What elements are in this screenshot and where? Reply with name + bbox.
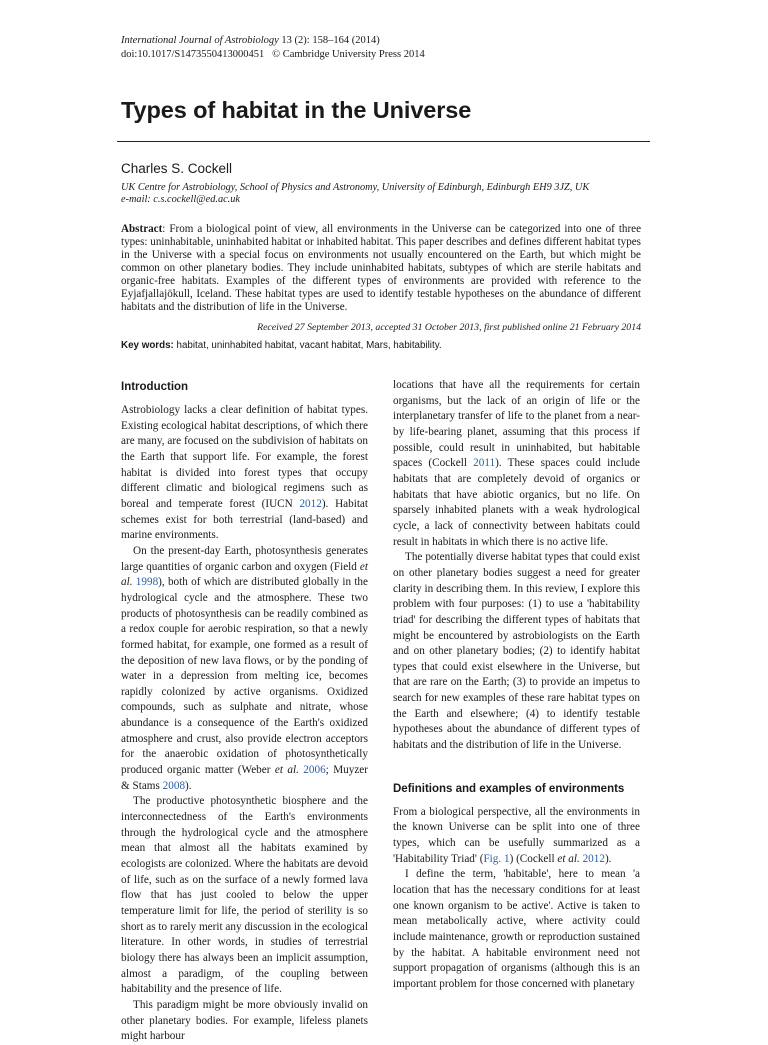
figure-link-fig-1[interactable]: Fig. 1 xyxy=(483,852,510,865)
author-email: e-mail: c.s.cockell@ed.ac.uk xyxy=(121,193,240,205)
journal-citation-line xyxy=(121,34,425,48)
text-run: ). Habitat schemes exist for both terrestrial (land-based) and marine environments. xyxy=(121,497,369,542)
received-dates: Received 27 September 2013, accepted 31 October 2013, first published online 21 February 2014 xyxy=(257,322,641,333)
journal-citation: 13 (2): 158–164 (2014) xyxy=(278,35,380,46)
section-heading-introduction: Introduction xyxy=(121,381,189,393)
left-column xyxy=(121,380,368,1045)
intro-paragraph-1 xyxy=(121,403,368,544)
text-run: ). xyxy=(604,852,612,865)
journal-copyright: © Cambridge University Press 2014 xyxy=(272,48,425,60)
affiliation: UK Centre for Astrobiology, School of Physics and Astronomy, University of Edinburgh, Edinburgh EH9 3JZ, UK xyxy=(121,182,590,193)
keywords-label: Key words: xyxy=(121,340,174,351)
citation-link-cockell-2012[interactable]: 2012 xyxy=(582,852,605,865)
paper-title: Types of habitat in the Universe xyxy=(121,97,472,123)
text-run: On the present-day Earth, photosynthesis generates large quantities of organic carbon and oxygen (Field xyxy=(121,544,368,573)
text-run: locations that have all the requirements for certain organisms, but the lack of an origin of life or the interplanetary transfer of life to the planet from a near-by life-bearing planet, assuming that this process if possible, could result in uninhabited, but habitable spaces (Cockell xyxy=(393,379,640,470)
author-affiliation-block xyxy=(121,182,641,205)
intro-paragraph-5 xyxy=(393,378,640,550)
citation-link-iucn-2012[interactable]: 2012 xyxy=(299,497,322,510)
section-heading-definitions: Definitions and examples of environments xyxy=(393,782,625,795)
intro-paragraph-6: The potentially diverse habitat types that could exist on other planetary bodies suggest a need for greater clarity in describing them. In this review, I explore this problem with four purposes: (1) to use a 'habitability triad' for describing the different types of habitats that might be encountered by astrobiologists on the Earth and on other planetary bodies; (2) to identify habitat types that could exist elsewhere in the Universe, but that are rare on the Earth; (3) to provide an impetus to search for new examples of these rare habitat types on the Earth and elsewhere; (4) to identify testable hypotheses about the abundance of different types of habitats and the distribution of life in the Universe. xyxy=(393,551,640,752)
journal-doi-line xyxy=(121,48,425,62)
abstract-text: : From a biological point of view, all environments in the Universe can be categorized into one of three types: uninhabitable, uninhabited habitat or inhabited habitat. This paper describes and defines different habitat types in the Universe with a special focus on environments not usually encountered on the Earth, but which might be common on other planetary bodies. They include uninhabited habitats, subtypes of which are sterile habitats and organic-free habitats. Examples of the different types of environments are provided with reference to the Eyjafjallajökull, Iceland. These habitat types are used to identify testable hypotheses on the abundance of different habitats and the distribution of life in the Universe. xyxy=(121,223,641,314)
citation-link-field-1998[interactable]: 1998 xyxy=(135,576,159,589)
journal-header xyxy=(121,34,425,61)
text-run: ; Muyzer & Stams xyxy=(121,764,368,792)
text-run: ), both of which are distributed globally in the hydrological cycle and the atmosphere. These two products of photosynthesis can be readily combined as a redox couple for aerobic respiration, so that a newly formed habitat, for example, one formed as a result of the deposition of new lava flows, or by the ponding of water in a depression from melting ice, becomes rapidly colonized by active organisms. Oxidized compounds, such as sulphate and nitrate, whose abundance is a consequence of the Earth's oxidized atmosphere and crust, also provide electron acceptors for the anaerobic oxidation of photosynthetically produced organic matter (Weber xyxy=(121,576,368,777)
journal-name: International Journal of Astrobiology xyxy=(121,35,279,46)
et-al: et al. xyxy=(557,852,580,865)
text-run: ). xyxy=(185,779,192,792)
journal-doi: doi:10.1017/S1473550413000451 xyxy=(121,48,265,60)
text-run: Astrobiology lacks a clear definition of habitat types. Existing ecological habitat descriptions, of which there are many, are focused on the subdivision of habitats on the Earth that support life. For example, the forest habitat is divided into forest types that occupy different climatic and biological regimens such as boreal and temperate forest (IUCN xyxy=(121,404,368,510)
citation-link-muyzer-2008[interactable]: 2008 xyxy=(162,779,186,792)
keywords xyxy=(121,340,641,351)
intro-paragraph-3: The productive photosynthetic biosphere and the interconnectedness of the Earth's environments through the hydrological cycle and the atmosphere mean that almost all the habitats examined by ecologists are colonized. Where the habitats are devoid of life, such as on the surface of a newly formed lava flow that has just cooled to below the upper temperature limit for life, the period of sterility is so short as to rarely merit any discussion in the ecological literature. In other words, in studies of terrestrial biology there has always been an implicit assumption, almost a paradigm, of the coupling between habitability and the presence of life. xyxy=(121,795,368,996)
abstract-label: Abstract xyxy=(121,223,163,235)
abstract xyxy=(121,223,641,314)
right-column xyxy=(393,378,640,993)
definitions-paragraph-2: I define the term, 'habitable', here to mean 'a location that has the necessary conditions for at least one known organism to be active'. Active is taken to mean metabolically active, where activity could include maintenance, growth or reproduction sustained by the habitat. A habitable environment need not support propagation of organisms (although this is an important problem for those concerned with planetary xyxy=(393,868,640,990)
title-divider xyxy=(117,141,650,142)
author-name: Charles S. Cockell xyxy=(121,161,233,176)
text-run: From a biological perspective, all the environments in the known Universe can be split into one of three types, which can be usefully summarized as a 'Habitability Triad' ( xyxy=(393,805,640,865)
citation-link-cockell-2011[interactable]: 2011 xyxy=(473,457,496,470)
citation-link-weber-2006[interactable]: 2006 xyxy=(303,764,326,777)
intro-paragraph-4: This paradigm might be more obviously invalid on other planetary bodies. For example, lifeless planets might harbour xyxy=(121,998,368,1043)
text-run: ). These spaces could include habitats that are completely devoid of organics or habitats that have abiotic organics, but no life. On sparsely inhabited planets with a weak hydrological cycle, a lack of connectivity between habitats could result in habitats in which there is no active life. xyxy=(393,457,640,548)
definitions-paragraph-1 xyxy=(393,805,640,868)
keywords-text: habitat, uninhabited habitat, vacant habitat, Mars, habitability. xyxy=(173,340,442,351)
intro-paragraph-2 xyxy=(121,544,368,795)
et-al: et al. xyxy=(121,560,368,589)
et-al: et al. xyxy=(274,764,299,777)
text-run: ) (Cockell xyxy=(509,852,558,865)
